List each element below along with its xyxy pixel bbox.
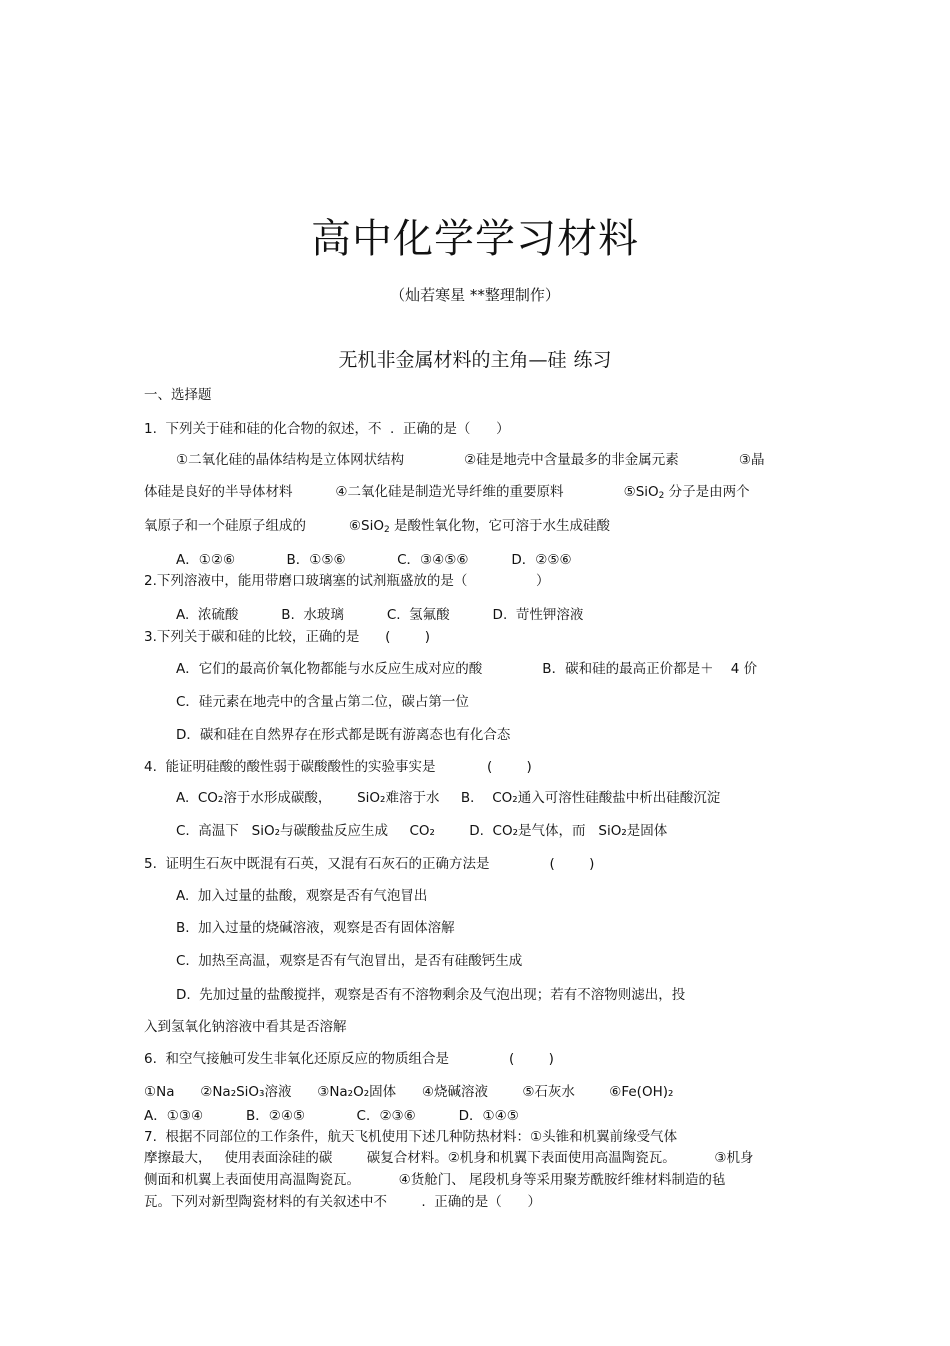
q3-option-ab: A．它们的最高价氧化物都能与水反应生成对应的酸 B．碳和硅的最高正价都是＋ 4 价 bbox=[176, 661, 758, 677]
q6-items: ①Na ②Na₂SiO₃溶液 ③Na₂O₂固体 ④烧碱溶液 ⑤石灰水 ⑥Fe(OH)₂ bbox=[144, 1084, 674, 1100]
q1-options: A．①②⑥ B．①⑤⑥ C．③④⑤⑥ D．②⑤⑥ bbox=[176, 552, 572, 568]
q5-option-d-cont: 入到氢氧化钠溶液中看其是否溶解 bbox=[144, 1019, 347, 1035]
q5-stem: 5. 证明生石灰中既混有石英，又混有石灰石的正确方法是 ( ) bbox=[144, 856, 595, 872]
page-title: 高中化学学习材料 bbox=[311, 216, 639, 262]
q7-line-3: 侧面和机翼上表面使用高温陶瓷瓦。 ④货舱门、 尾段机身等采用聚芳酰胺纤维材料制造的毡 bbox=[144, 1172, 726, 1188]
q3-stem: 3.下列关于碳和硅的比较，正确的是 ( ) bbox=[144, 629, 430, 645]
q4-stem: 4. 能证明硅酸的酸性弱于碳酸酸性的实验事实是 ( ) bbox=[144, 759, 532, 775]
q1-line-2: 体硅是良好的半导体材料 ④二氧化硅是制造光导纤维的重要原料 ⑤SiO$_2$ 分子是由两个 bbox=[144, 484, 750, 501]
section-label: 一、选择题 bbox=[144, 387, 212, 403]
q3-option-c: C．硅元素在地壳中的含量占第二位，碳占第一位 bbox=[176, 694, 469, 710]
q7-line-2: 摩擦最大， 使用表面涂硅的碳 碳复合材料。②机身和机翼下表面使用高温陶瓷瓦。 ③机身 bbox=[144, 1150, 754, 1166]
q5-option-c: C. 加热至高温，观察是否有气泡冒出，是否有硅酸钙生成 bbox=[176, 953, 523, 969]
q6-options: A．①③④ B．②④⑤ C．②③⑥ D．①④⑤ bbox=[144, 1108, 519, 1124]
q6-stem: 6. 和空气接触可发生非氧化还原反应的物质组合是 ( ) bbox=[144, 1051, 554, 1067]
q4-option-cd: C. 高温下 SiO₂与碳酸盐反应生成 CO₂ D. CO₂是气体，而 SiO₂是固体 bbox=[176, 823, 668, 839]
q5-option-a: A. 加入过量的盐酸，观察是否有气泡冒出 bbox=[176, 888, 428, 904]
q2-options: A. 浓硫酸 B. 水玻璃 C. 氢氟酸 D. 苛性钾溶液 bbox=[176, 607, 584, 623]
q7-line-4: 瓦。下列对新型陶瓷材料的有关叙述中不 . 正确的是（ ） bbox=[144, 1194, 541, 1210]
q1-stem: 1. 下列关于硅和硅的化合物的叙述，不 . 正确的是（ ） bbox=[144, 421, 510, 437]
page-subtitle: （灿若寒星 **整理制作） bbox=[390, 286, 560, 304]
q5-option-b: B. 加入过量的烧碱溶液，观察是否有固体溶解 bbox=[176, 920, 455, 936]
q1-line-3: 氧原子和一个硅原子组成的 ⑥SiO$_2$ 是酸性氧化物，它可溶于水生成硅酸 bbox=[144, 518, 610, 535]
q5-option-d: D. 先加过量的盐酸搅拌，观察是否有不溶物剩余及气泡出现；若有不溶物则滤出，投 bbox=[176, 987, 686, 1003]
q3-option-d: D．碳和硅在自然界存在形式都是既有游离态也有化合态 bbox=[176, 727, 511, 743]
q2-stem: 2.下列溶液中，能用带磨口玻璃塞的试剂瓶盛放的是（ ） bbox=[144, 573, 550, 589]
section-heading: 无机非金属材料的主角—硅 练习 bbox=[338, 349, 612, 371]
q4-option-ab: A. CO₂溶于水形成碳酸， SiO₂难溶于水 B． CO₂通入可溶性硅酸盐中析出硅酸沉淀 bbox=[176, 790, 721, 806]
q7-line-1: 7. 根据不同部位的工作条件，航天飞机使用下述几种防热材料：①头锥和机翼前缘受气体 bbox=[144, 1129, 678, 1145]
q1-line-1: ①二氧化硅的晶体结构是立体网状结构 ②硅是地壳中含量最多的非金属元素 ③晶 bbox=[176, 452, 765, 468]
